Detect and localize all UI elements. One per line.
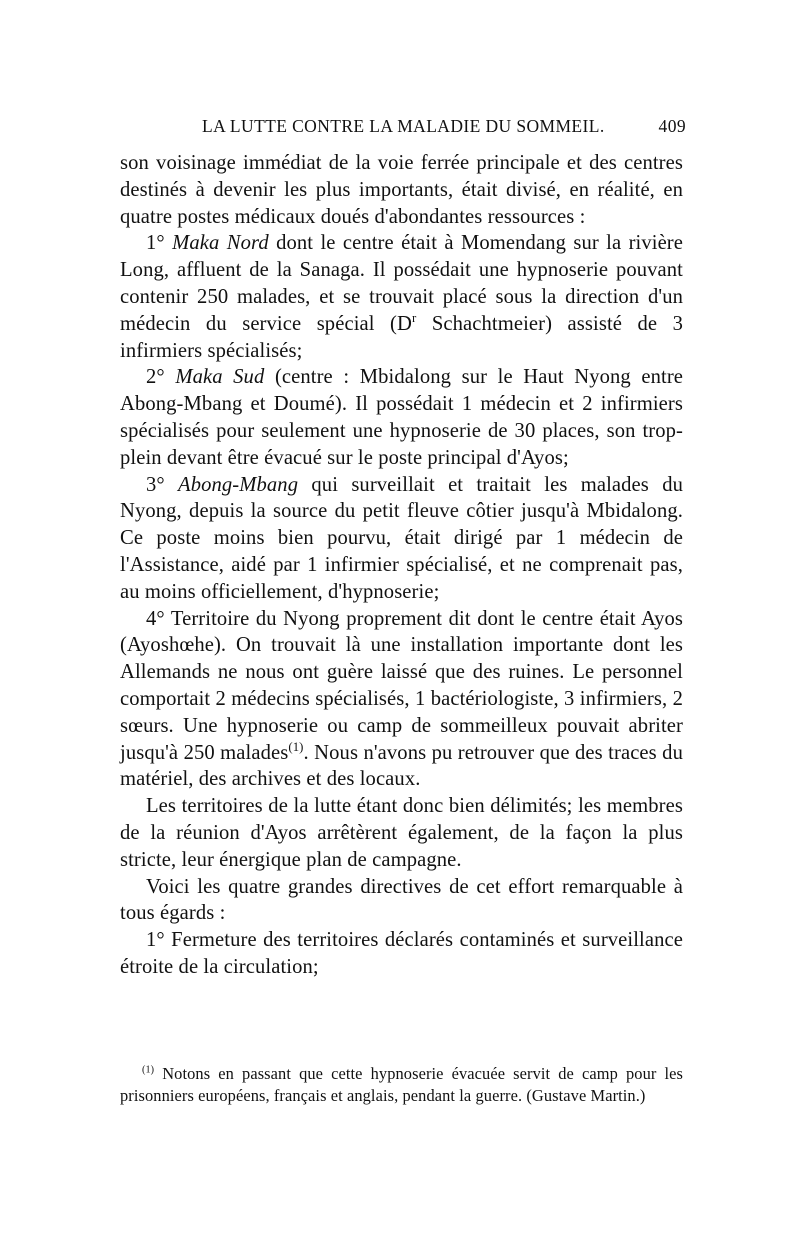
- item-text: dont le centre était à Momendang sur la rivière Long, affluent de la Sanaga. Il possédait une hypnoserie pouvant contenir 250 malades, et se trouvait placé sous la direction d'un médecin du service spécial (D: [120, 232, 684, 335]
- item-number: 3°: [146, 473, 165, 496]
- item-number: 1°: [146, 232, 165, 255]
- item-text: (centre : Mbidalong sur le Haut Nyong entre Abong-Mbang et Doumé). Il possédait 1 médecin et 2 infirmiers spécialisés pour seulement une hypnoserie de 30 places, son trop-plein devant être évacué sur le poste principal d'Ayos;: [120, 366, 684, 469]
- footnote-reference: (1): [288, 739, 304, 754]
- footnote-body: Notons en passant que cette hypnoserie évacuée servit de camp pour les prisonniers européens, français et anglais, pendant la guerre. (Gustave Martin.): [120, 1064, 684, 1105]
- paragraph-directive-1: 1° Fermeture des territoires déclarés contaminés et surveillance étroite de la circulation;: [120, 929, 683, 978]
- place-name: Maka Nord: [172, 232, 269, 255]
- paragraph-directives: Voici les quatre grandes directives de cet effort remarquable à tous égards :: [120, 875, 683, 925]
- footnote: [120, 1063, 683, 1107]
- page-number: 409: [658, 116, 686, 136]
- item-number: 2°: [146, 366, 165, 389]
- doctor-abbrev-sup: r: [411, 310, 417, 325]
- item-text: qui surveillait et traitait les malades du Nyong, depuis la source du petit fleuve côtier jusqu'à Mbidalong. Ce poste moins bien pourvu, était dirigé par 1 médecin de l'Assistance, aidé par 1 infirmier spécialisé, et ne comprenait pas, au moins officiellement, d'hypnoserie;: [120, 473, 683, 603]
- place-name: Abong-Mbang: [178, 473, 299, 496]
- paragraph-territories: Les territoires de la lutte étant donc bien délimités; les membres de la réunion d'Ayos arrêtèrent également, de la façon la plus stricte, leur énergique plan de campagne.: [120, 795, 683, 871]
- footnote-marker: (1): [142, 1064, 155, 1076]
- paragraph-item-1: [120, 230, 683, 364]
- paragraph-continuation: son voisinage immédiat de la voie ferrée principale et des centres destinés à devenir les plus importants, était divisé, en réalité, en quatre postes médicaux doués d'abondantes ressources :: [120, 152, 683, 228]
- running-title: LA LUTTE CONTRE LA MALADIE DU SOMMEIL.: [202, 116, 605, 136]
- item-text: 4° Territoire du Nyong proprement dit dont le centre était Ayos (Ayoshœhe). On trouvait là une installation importante dont les Allemands ne nous ont guère laissé que des ruines. Le personnel comportait 2 médecins spécialisés, 1 bactériologiste, 3 infirmiers, 2 sœurs. Une hypnoserie ou camp de sommeilleux pouvait abriter jusqu'à 250 malades: [120, 607, 683, 764]
- place-name: Maka Sud: [175, 366, 265, 389]
- footnote-text: [120, 1063, 683, 1107]
- item-text-cont: Schachtmeier) assisté de 3 infirmiers spécialisés;: [120, 312, 683, 362]
- paragraph-item-3: [120, 472, 683, 606]
- paragraph-item-4: [120, 606, 683, 794]
- running-header: [118, 116, 686, 146]
- main-text: [120, 150, 683, 981]
- paragraph-item-2: [120, 364, 683, 471]
- item-text-cont: . Nous n'avons pu retrouver que des traces du matériel, des archives et des locaux.: [120, 741, 683, 791]
